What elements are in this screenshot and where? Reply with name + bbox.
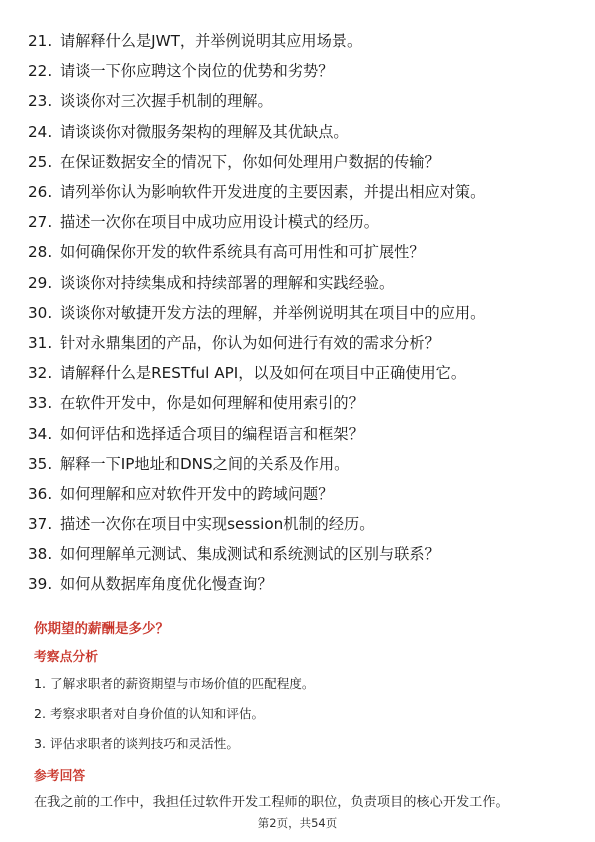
question-item bbox=[28, 26, 568, 56]
question-text: 如何确保你开发的软件系统具有高可用性和可扩展性？ bbox=[60, 243, 425, 262]
question-number: 32. bbox=[28, 364, 53, 383]
question-text: 如何从数据库角度优化慢查询？ bbox=[60, 575, 273, 594]
question-text: 谈谈你对敏捷开发方法的理解，并举例说明其在项目中的应用。 bbox=[60, 303, 486, 322]
question-text: 如何理解和应对软件开发中的跨域问题？ bbox=[60, 484, 334, 503]
question-list bbox=[28, 26, 568, 600]
question-number: 34. bbox=[28, 424, 53, 443]
question-item bbox=[28, 418, 568, 448]
question-item bbox=[28, 388, 568, 418]
question-text: 描述一次你在项目中实现session机制的经历。 bbox=[60, 515, 375, 534]
question-number: 22. bbox=[28, 62, 53, 81]
question-item bbox=[28, 539, 568, 569]
question-item bbox=[28, 207, 568, 237]
question-item bbox=[28, 147, 568, 177]
question-item bbox=[28, 237, 568, 267]
question-number: 23. bbox=[28, 92, 53, 111]
question-text: 描述一次你在项目中成功应用设计模式的经历。 bbox=[60, 213, 379, 232]
question-text: 解释一下IP地址和DNS之间的关系及作用。 bbox=[60, 454, 350, 473]
question-text: 请解释什么是RESTful API，以及如何在项目中正确使用它。 bbox=[60, 364, 467, 383]
question-text: 谈谈你对持续集成和持续部署的理解和实践经验。 bbox=[60, 273, 395, 292]
question-item bbox=[28, 268, 568, 298]
question-text: 如何评估和选择适合项目的编程语言和框架？ bbox=[60, 424, 364, 443]
analysis-point: 1. 了解求职者的薪资期望与市场价值的匹配程度。 bbox=[34, 676, 315, 691]
answer-text: 在我之前的工作中，我担任过软件开发工程师的职位，负责项目的核心开发工作。 bbox=[34, 795, 509, 810]
question-item bbox=[28, 328, 568, 358]
analysis-point: 2. 考察求职者对自身价值的认知和评估。 bbox=[34, 706, 265, 721]
question-item bbox=[28, 449, 568, 479]
question-number: 28. bbox=[28, 243, 53, 262]
question-text: 谈谈你对三次握手机制的理解。 bbox=[60, 92, 273, 111]
question-item bbox=[28, 177, 568, 207]
question-number: 31. bbox=[28, 333, 53, 352]
points-heading: 考察点分析 bbox=[34, 650, 98, 665]
question-item bbox=[28, 509, 568, 539]
question-number: 21. bbox=[28, 32, 53, 51]
question-number: 37. bbox=[28, 515, 53, 534]
question-item bbox=[28, 56, 568, 86]
question-number: 24. bbox=[28, 122, 53, 141]
question-number: 39. bbox=[28, 575, 53, 594]
question-text: 请解释什么是JWT，并举例说明其应用场景。 bbox=[60, 32, 363, 51]
question-item bbox=[28, 117, 568, 147]
question-number: 26. bbox=[28, 183, 53, 202]
question-item bbox=[28, 86, 568, 116]
section-title: 你期望的薪酬是多少？ bbox=[34, 621, 169, 637]
question-text: 请谈一下你应聘这个岗位的优势和劣势？ bbox=[60, 62, 334, 81]
question-item bbox=[28, 358, 568, 388]
question-number: 29. bbox=[28, 273, 53, 292]
question-text: 请谈谈你对微服务架构的理解及其优缺点。 bbox=[60, 122, 349, 141]
question-number: 25. bbox=[28, 152, 53, 171]
question-item bbox=[28, 298, 568, 328]
question-number: 36. bbox=[28, 484, 53, 503]
question-number: 33. bbox=[28, 394, 53, 413]
question-text: 在软件开发中，你是如何理解和使用索引的？ bbox=[60, 394, 364, 413]
question-text: 请列举你认为影响软件开发进度的主要因素，并提出相应对策。 bbox=[60, 183, 486, 202]
question-number: 27. bbox=[28, 213, 53, 232]
question-number: 35. bbox=[28, 454, 53, 473]
question-text: 在保证数据安全的情况下，你如何处理用户数据的传输？ bbox=[60, 152, 440, 171]
question-text: 针对永鼎集团的产品，你认为如何进行有效的需求分析？ bbox=[60, 333, 440, 352]
question-item bbox=[28, 479, 568, 509]
question-number: 38. bbox=[28, 545, 53, 564]
analysis-point: 3. 评估求职者的谈判技巧和灵活性。 bbox=[34, 736, 239, 751]
question-item bbox=[28, 569, 568, 599]
question-text: 如何理解单元测试、集成测试和系统测试的区别与联系？ bbox=[60, 545, 440, 564]
page-footer: 第2页，共54页 bbox=[257, 816, 338, 830]
question-number: 30. bbox=[28, 303, 53, 322]
answer-heading: 参考回答 bbox=[34, 769, 86, 784]
